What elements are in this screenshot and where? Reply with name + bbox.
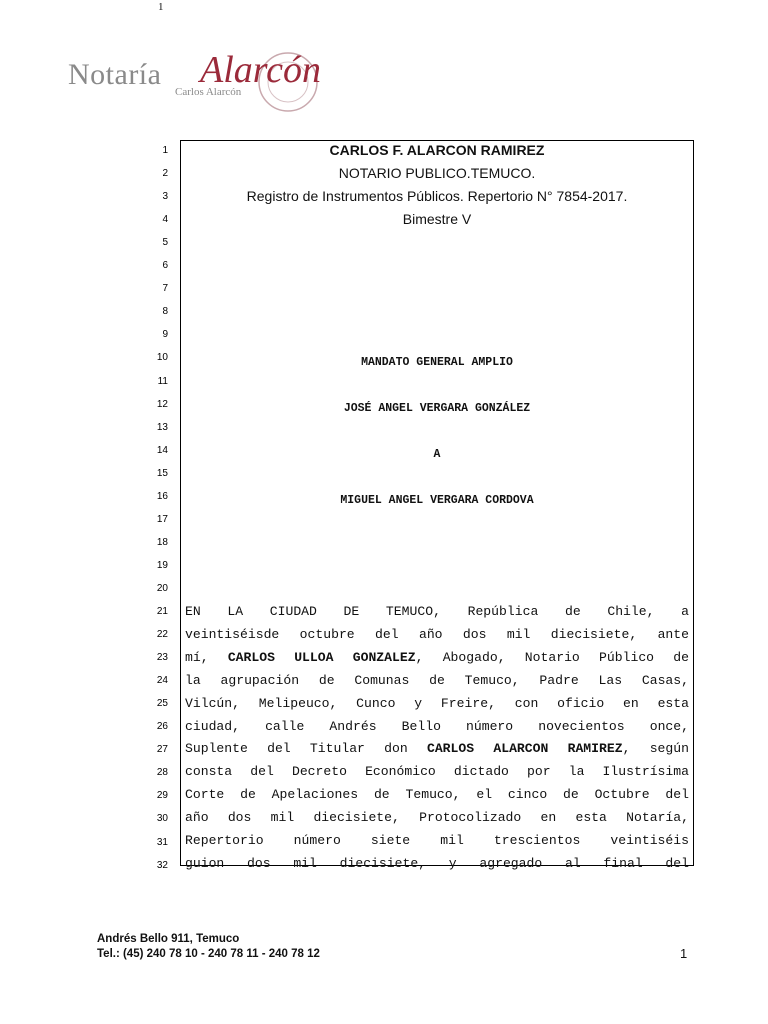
line-number: 29 bbox=[156, 790, 168, 802]
line-number: 3 bbox=[162, 191, 168, 203]
body-line-27: Suplente del Titular don CARLOS ALARCON RAMIREZ, según bbox=[185, 741, 689, 756]
body-line-25: Vilcún, Melipeuco, Cunco y Freire, con oficio en esta bbox=[185, 696, 689, 711]
line-number: 16 bbox=[156, 490, 168, 502]
footer-address: Andrés Bello 911, Temuco bbox=[97, 933, 240, 945]
body-line-22: veintiséisde octubre del año dos mil diecisiete, ante bbox=[185, 627, 689, 642]
grantor-name: JOSÉ ANGEL VERGARA GONZÁLEZ bbox=[343, 402, 531, 415]
body-line-32: guion dos mil diecisiete, y agregado al final del bbox=[185, 856, 689, 871]
body-line-30: año dos mil diecisiete, Protocolizado en esta Notaría, bbox=[185, 810, 689, 825]
line-number: 30 bbox=[156, 813, 168, 825]
line-number: 20 bbox=[156, 582, 168, 594]
titular-notary-name: CARLOS ALARCON RAMIREZ bbox=[426, 741, 623, 756]
line-number: 26 bbox=[156, 721, 168, 733]
line-number: 5 bbox=[162, 237, 168, 249]
line-number: 27 bbox=[156, 744, 168, 756]
body-line-31: Repertorio número siete mil trescientos veintiséis bbox=[185, 833, 689, 848]
logo-script: Alarcón bbox=[200, 49, 322, 91]
line-number: 24 bbox=[156, 675, 168, 687]
line-number: 15 bbox=[156, 467, 168, 479]
line-number: 7 bbox=[162, 283, 168, 295]
footer-page-number: 1 bbox=[680, 946, 688, 961]
body-line-28: consta del Decreto Económico dictado por la Ilustrísima bbox=[185, 764, 689, 779]
line-number: 23 bbox=[156, 652, 168, 664]
line-number: 32 bbox=[156, 859, 168, 871]
top-page-number: 1 bbox=[158, 1, 164, 13]
line-number: 9 bbox=[162, 329, 168, 341]
grantee-name: MIGUEL ANGEL VERGARA CORDOVA bbox=[340, 494, 534, 507]
logo-word: Notaría bbox=[68, 58, 162, 91]
line-number: 25 bbox=[156, 698, 168, 710]
body-line-21: EN LA CIUDAD DE TEMUCO, República de Chile, a bbox=[185, 604, 689, 619]
document-type: MANDATO GENERAL AMPLIO bbox=[361, 356, 513, 369]
registry-line: Registro de Instrumentos Públicos. Repertorio N° 7854-2017. bbox=[246, 188, 628, 204]
line-number: 8 bbox=[162, 306, 168, 318]
notary-logo bbox=[68, 50, 328, 120]
line-number: 18 bbox=[156, 536, 168, 548]
line-number: 10 bbox=[156, 352, 168, 364]
body-line-24: la agrupación de Comunas de Temuco, Padre Las Casas, bbox=[185, 673, 689, 688]
line-number: 1 bbox=[162, 145, 168, 156]
period-line: Bimestre V bbox=[402, 211, 472, 227]
notary-office: NOTARIO PUBLICO.TEMUCO. bbox=[338, 165, 536, 181]
line-number: 6 bbox=[162, 260, 168, 272]
body-line-29: Corte de Apelaciones de Temuco, el cinco de Octubre del bbox=[185, 787, 689, 802]
line-number: 2 bbox=[162, 168, 168, 180]
logo-subtitle: Carlos Alarcón bbox=[175, 86, 242, 98]
line-number: 31 bbox=[156, 836, 168, 848]
body-line-23: mí, CARLOS ULLOA GONZALEZ, Abogado, Notario Público de bbox=[185, 650, 689, 665]
line-number: 4 bbox=[162, 214, 168, 226]
notary-name: CARLOS F. ALARCON RAMIREZ bbox=[329, 142, 545, 158]
line-number: 17 bbox=[156, 513, 168, 525]
line-number: 12 bbox=[156, 398, 168, 410]
line-number: 28 bbox=[156, 767, 168, 779]
substitute-notary-name: CARLOS ULLOA GONZALEZ bbox=[227, 650, 416, 665]
line-number: 11 bbox=[157, 375, 168, 387]
body-line-26: ciudad, calle Andrés Bello número novecientos once, bbox=[185, 719, 689, 734]
line-number: 22 bbox=[156, 629, 168, 641]
line-number: 14 bbox=[156, 444, 168, 456]
footer-phones: Tel.: (45) 240 78 10 - 240 78 11 - 240 78 12 bbox=[97, 948, 320, 960]
line-number: 21 bbox=[156, 606, 168, 617]
connector: A bbox=[433, 448, 441, 461]
line-number: 19 bbox=[156, 559, 168, 571]
line-number: 13 bbox=[156, 421, 168, 433]
